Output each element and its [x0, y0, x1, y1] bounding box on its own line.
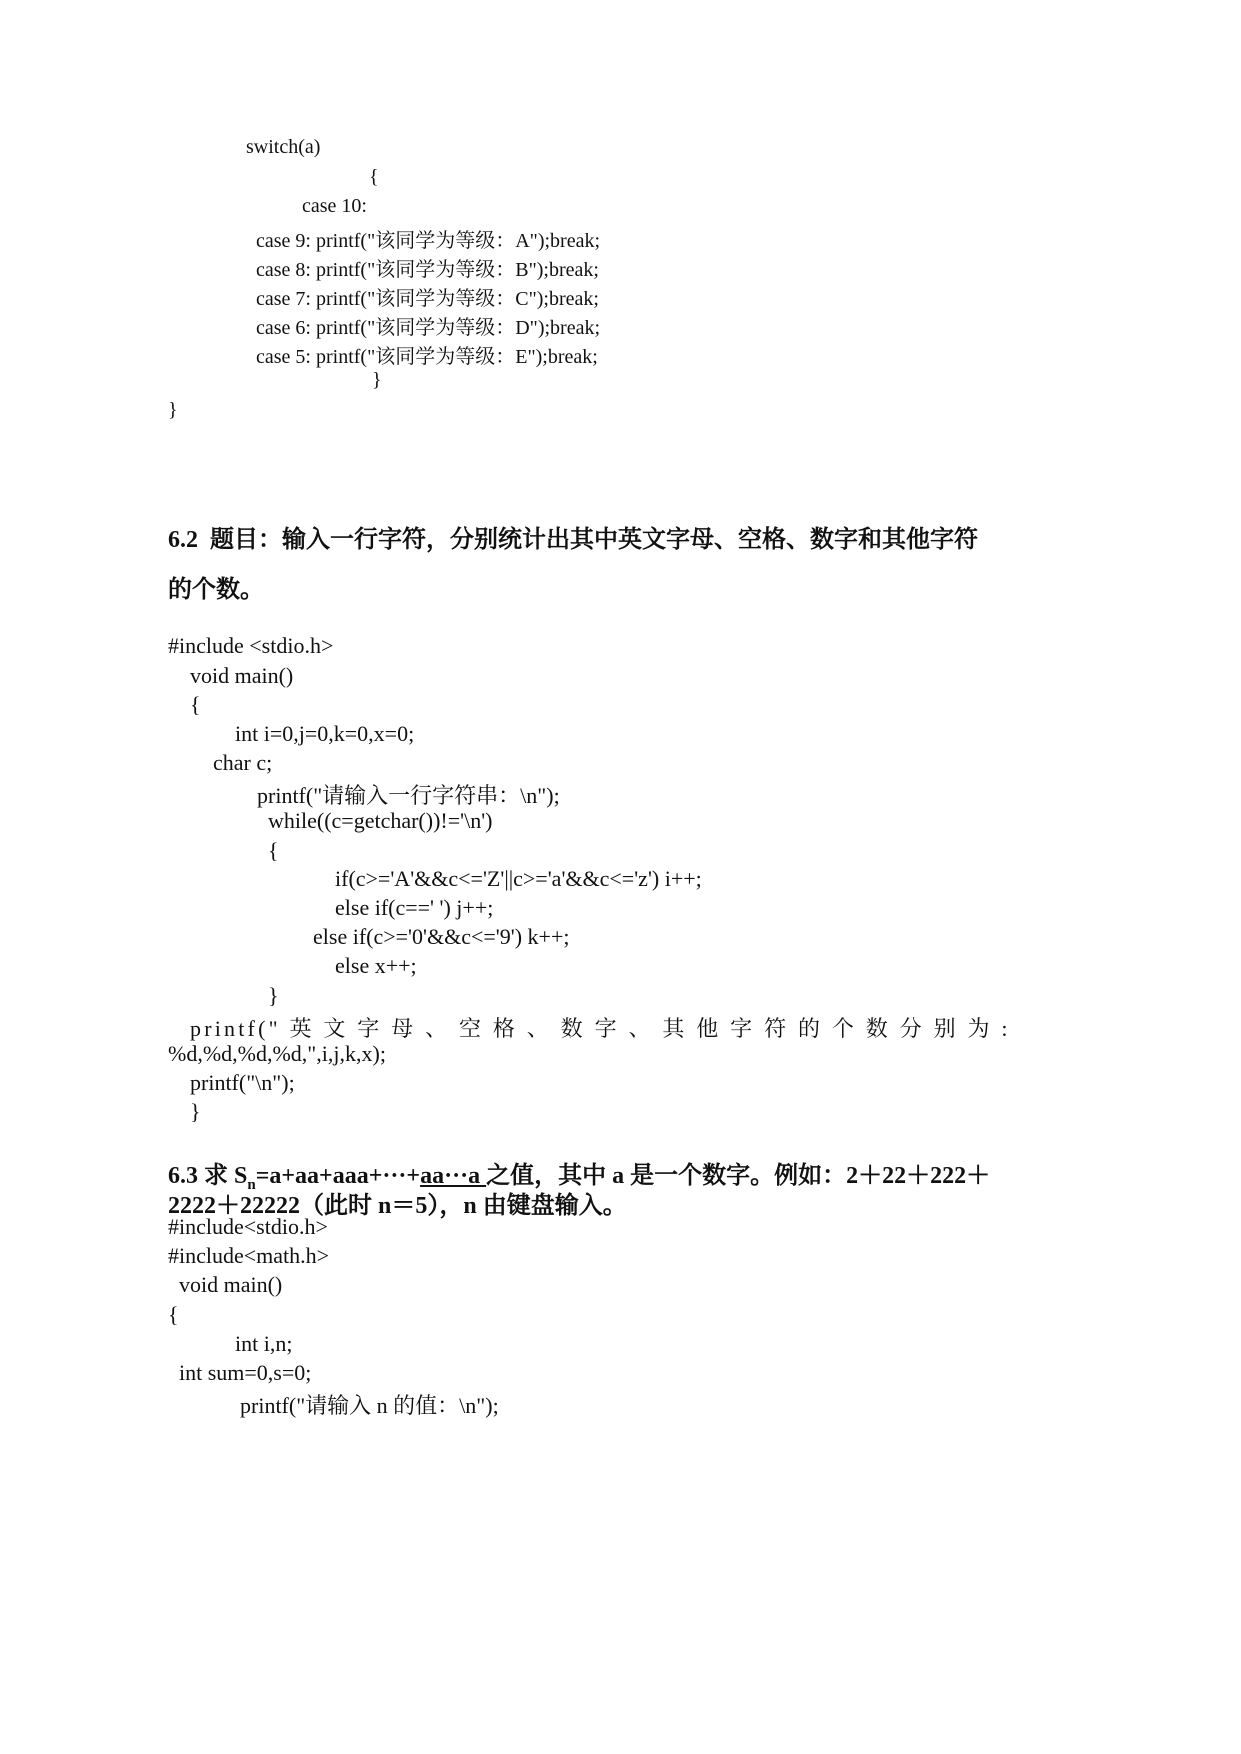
code-line: while((c=getchar())!='\n') [268, 808, 493, 833]
code-line: #include <stdio.h> [168, 633, 334, 658]
code-line: { [190, 692, 201, 717]
heading-underlined: aa···a [420, 1163, 487, 1189]
code-line-open-brace: { [369, 166, 379, 188]
code-line: else x++; [335, 953, 417, 978]
code-line: else if(c>='0'&&c<='9') k++; [313, 924, 570, 949]
code-line: printf("请输入 n 的值：\n"); [240, 1393, 499, 1418]
section-heading-6-2-line2: 的个数。 [168, 577, 264, 603]
code-line: #include<math.h> [168, 1243, 330, 1268]
heading-subscript: n [247, 1177, 256, 1193]
code-line-case9: case 9: printf("该同学为等级：A");break; [256, 230, 601, 252]
code-line: void main() [179, 1272, 283, 1297]
code-line: { [168, 1302, 179, 1327]
code-line-close-brace: } [372, 369, 382, 391]
code-line-case8: case 8: printf("该同学为等级：B");break; [256, 259, 599, 281]
code-line: printf("请输入一行字符串：\n"); [257, 783, 560, 808]
code-line: int i,n; [235, 1331, 293, 1356]
code-line: int i=0,j=0,k=0,x=0; [235, 721, 415, 746]
code-line: } [190, 1099, 201, 1124]
section-heading-6-2-line1: 6.2 题目：输入一行字符，分别统计出其中英文字母、空格、数字和其他字符 [168, 527, 978, 553]
code-line: #include<stdio.h> [168, 1214, 328, 1239]
code-line: } [268, 983, 279, 1008]
code-line: { [268, 838, 279, 863]
code-line: int sum=0,s=0; [179, 1360, 312, 1385]
code-line: printf("\n"); [190, 1070, 295, 1095]
code-line: void main() [190, 663, 294, 688]
code-line-case5: case 5: printf("该同学为等级：E");break; [256, 346, 598, 368]
code-line-switch: switch(a) [246, 136, 321, 158]
heading-text: =a+aa+aaa+···+ [255, 1163, 421, 1189]
code-line-case10: case 10: [302, 195, 367, 217]
heading-text: 6.3 求 S [168, 1163, 248, 1189]
code-line-case7: case 7: printf("该同学为等级：C");break; [256, 288, 599, 310]
code-line: if(c>='A'&&c<='Z'||c>='a'&&c<='z') i++; [335, 866, 702, 891]
code-line-case6: case 6: printf("该同学为等级：D");break; [256, 317, 601, 339]
code-line-main-close: } [168, 399, 178, 421]
code-line: char c; [213, 750, 273, 775]
section-heading-6-3-line2: 2222＋22222（此时 n＝5），n 由键盘输入。 [168, 1193, 627, 1219]
code-line: else if(c==' ') j++; [335, 895, 494, 920]
code-line-printf-spaced: printf(" 英 文 字 母 、 空 格 、 数 字 、 其 他 字 符 的 个 数 分 别 为 : [190, 1016, 1011, 1041]
heading-text: 之值，其中 a 是一个数字。例如：2＋22＋222＋ [486, 1163, 991, 1189]
code-line: %d,%d,%d,%d,",i,j,k,x); [168, 1041, 386, 1066]
